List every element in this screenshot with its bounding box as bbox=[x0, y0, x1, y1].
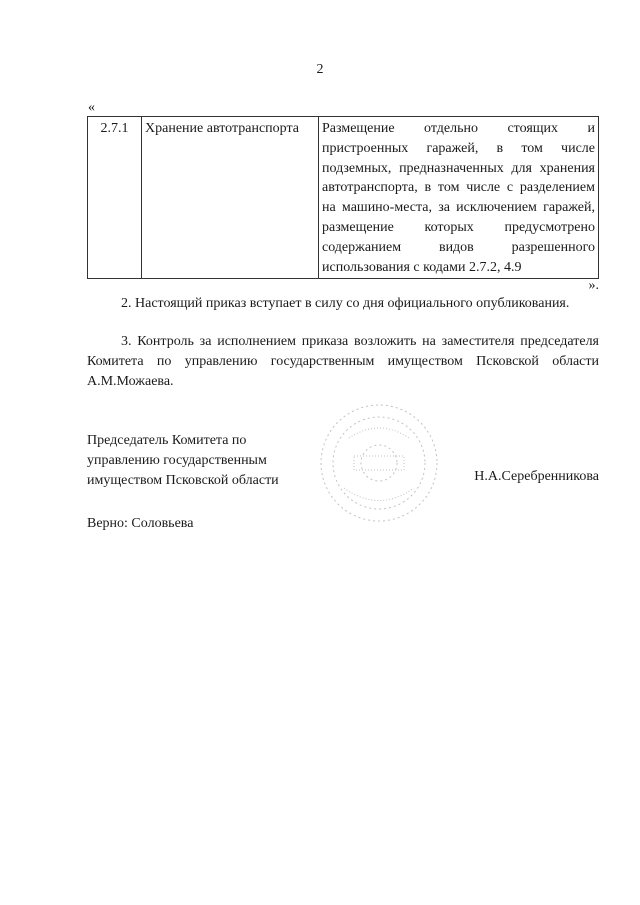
paragraph-effective-date: 2. Настоящий приказ вступает в силу со дня официального опубликования. bbox=[121, 296, 570, 311]
closing-quote-mark: ». bbox=[588, 278, 599, 293]
land-use-table bbox=[87, 116, 599, 279]
usage-name-cell: Хранение автотранспорта bbox=[142, 117, 319, 279]
signatory-title-line: Председатель Комитета по bbox=[87, 433, 247, 448]
certified-copy-note: Верно: Соловьева bbox=[87, 516, 194, 531]
usage-description-cell: Размещение отдельно стоящих и пристроенных гаражей, в том числе подземных, предназначенных для хранения автотранспорта, в том числе с разделением на машино-места, за исключением гаражей, размещение которых предусмотрено содержанием видов разрешенного использования с кодами 2.7.2, 4.9 bbox=[319, 117, 599, 279]
signatory-title-line: имуществом Псковской области bbox=[87, 472, 279, 488]
usage-code-cell: 2.7.1 bbox=[88, 117, 142, 279]
table-row bbox=[88, 117, 599, 279]
paragraph-control: 3. Контроль за исполнением приказа возложить на заместителя председателя Комитета по управлению государственным имуществом Псковской области А.М.Можаева. bbox=[87, 334, 599, 389]
official-seal-stamp bbox=[314, 398, 444, 528]
signatory-title bbox=[87, 431, 317, 490]
signatory-title-line: управлению государственным bbox=[87, 452, 267, 468]
signer-name: Н.А.Серебренникова bbox=[474, 469, 599, 484]
opening-quote-mark: « bbox=[88, 100, 95, 115]
page-number: 2 bbox=[316, 62, 324, 77]
